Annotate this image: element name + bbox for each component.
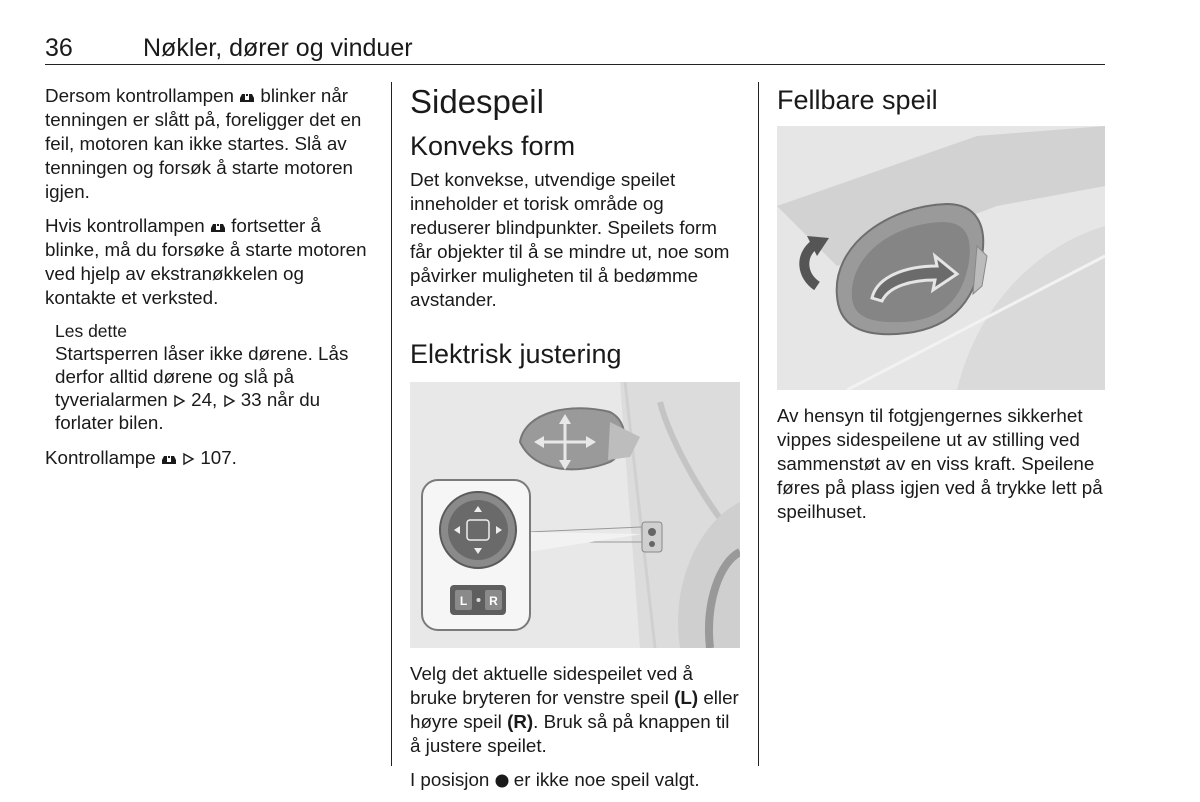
paragraph-warning-blink: [45, 84, 375, 204]
paragraph-convex: Det konvekse, utvendige speilet inneholder et torisk område og reduserer blindpunkter. Speilets form får objekter til å se mindre ut, noe som påvirker muligheten til å bedømme avstander.: [410, 169, 730, 310]
text: Startsperren låser ikke dørene. Lås derfor alltid dørene og slå på tyverialarmen: [55, 343, 349, 410]
car-lock-icon: [161, 452, 177, 466]
section-title: Sidespeil: [410, 83, 544, 120]
car-lock-icon: [239, 90, 255, 104]
switch-label-right: R: [489, 594, 498, 608]
note-title: Les dette: [55, 321, 127, 341]
note-body: [55, 342, 375, 434]
text: er ikke noe speil valgt.: [513, 769, 700, 790]
note-box: [45, 320, 375, 434]
right-mirror-key: (R): [507, 711, 534, 732]
subsection-title-convex: Konveks form: [410, 131, 576, 161]
column-right: [777, 84, 1107, 534]
paragraph-select-mirror: [410, 662, 742, 758]
page-reference[interactable]: 33 når du forlater bilen.: [55, 389, 321, 433]
page-number: 36: [45, 34, 73, 62]
column-left: [45, 84, 375, 480]
text: Hvis kontrollampen: [45, 215, 205, 236]
text: eller høyre speil: [410, 687, 739, 732]
column-divider: [391, 82, 392, 766]
switch-label-left: L: [459, 594, 468, 608]
page-ref-arrow-icon[interactable]: [173, 394, 186, 408]
paragraph-foldable: Av hensyn til fotgjengernes sikkerhet vippes sidespeilene ut av stilling ved sammenstøt av en viss kraft. Speilene føres på plass igjen ved å trykke lett på speilhuset.: [777, 405, 1103, 522]
text: fortsetter å blinke, må du forsøke å starte motoren ved hjelp av ekstranøkkelen og kontakte et verksted.: [45, 215, 367, 308]
section-title-foldable: Fellbare speil: [777, 85, 938, 115]
paragraph-continue-blink: [45, 214, 375, 310]
mirror-adjust-illustration: [410, 382, 740, 648]
page-reference[interactable]: 107.: [200, 447, 237, 468]
car-lock-icon: [210, 220, 226, 234]
text: blinker når tenningen er slått på, foreligger det en feil, motoren kan ikke startes. Slå av tenningen og forsøk å starte motoren igjen.: [45, 85, 362, 202]
folding-mirror-illustration: [777, 126, 1105, 390]
text: I posisjon: [410, 769, 490, 790]
page-reference[interactable]: 24,: [191, 389, 218, 410]
text: Kontrollampe: [45, 447, 156, 468]
paragraph-neutral-position: [410, 768, 742, 792]
text: Velg det aktuelle sidespeilet ved å bruke bryteren for venstre speil: [410, 663, 693, 708]
text: Dersom kontrollampen: [45, 85, 234, 106]
column-divider: [758, 82, 759, 766]
text: . Bruk så på knappen til å justere speilet.: [410, 711, 730, 756]
paragraph-indicator-ref: [45, 446, 375, 470]
subsection-title-electric: Elektrisk justering: [410, 339, 622, 369]
page-ref-arrow-icon[interactable]: [223, 394, 236, 408]
left-mirror-key: (L): [674, 687, 699, 708]
page-ref-arrow-icon[interactable]: [182, 452, 195, 466]
page-header: [45, 34, 1105, 65]
filled-circle-icon: [495, 774, 509, 788]
column-middle: [410, 84, 742, 802]
chapter-title: Nøkler, dører og vinduer: [143, 34, 413, 62]
